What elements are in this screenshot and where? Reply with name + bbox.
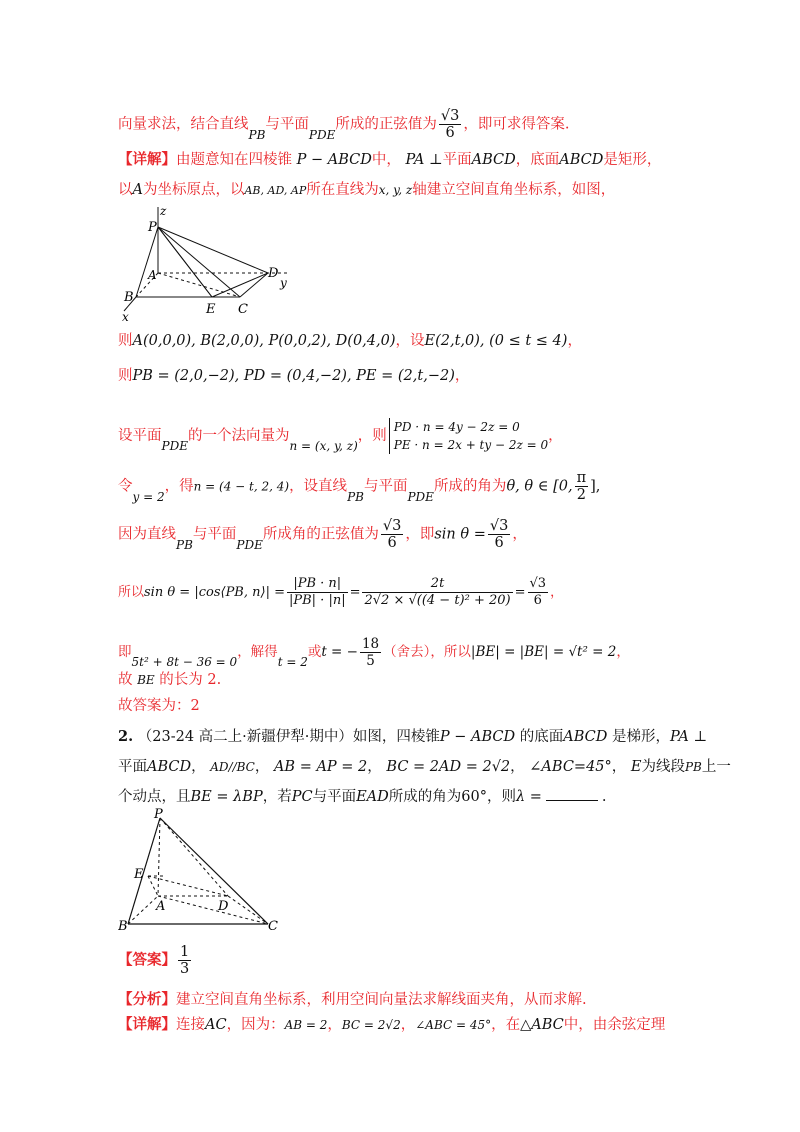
point-label-e: E: [206, 302, 216, 317]
line-5: [118, 366, 469, 386]
denominator: 6: [387, 535, 397, 551]
text: 与平面: [265, 116, 309, 133]
analysis-tag: 【分析】: [118, 991, 176, 1008]
text: ，即: [405, 526, 435, 543]
math: n = (4 − t, 2, 4): [193, 479, 290, 494]
detail-line: [118, 1015, 665, 1035]
text: ，设直线: [289, 478, 348, 495]
math: AB = AP = 2: [273, 759, 368, 775]
text: ],: [590, 478, 601, 495]
math: sin θ = |cos⟨PB, n⟩| =: [144, 585, 285, 600]
math: PB = (2,0,−2), PD = (0,4,−2), PE = (2,t,−2): [132, 368, 455, 384]
detail-tag: 【详解】: [118, 151, 176, 168]
text: 平面: [442, 152, 472, 168]
text: 所成的正弦值为: [335, 116, 437, 133]
math: A: [132, 182, 143, 198]
fraction: [439, 108, 461, 141]
math: PB: [684, 760, 702, 774]
axis-label-y: y: [280, 276, 287, 290]
denominator: 6: [494, 535, 504, 551]
text: 向量求法，结合直线: [118, 116, 249, 133]
math: BC = 2AD = 2√2: [386, 759, 511, 775]
line-4: [118, 331, 582, 351]
fraction: [362, 576, 512, 609]
line-8: [118, 518, 527, 551]
text: 与平面: [192, 526, 237, 543]
text: 中，由余弦定理: [563, 1017, 666, 1033]
question-2-line-3: [118, 787, 607, 807]
math: E: [630, 759, 642, 775]
math: =: [349, 585, 361, 600]
denominator: 3: [180, 961, 190, 977]
text: 为坐标原点，以: [142, 182, 245, 198]
numerator: √3: [489, 518, 509, 534]
text: ，: [367, 759, 382, 775]
text: 因为直线: [118, 526, 176, 543]
math: P − ABCD: [296, 152, 372, 168]
question-2-line-1: [118, 727, 707, 747]
math: BE: [137, 673, 155, 687]
equation-system: [389, 418, 548, 454]
text: ，: [327, 1017, 342, 1033]
question-source: （23-24 高二上·新疆伊犁·期中）: [137, 729, 353, 745]
point-label-e: E: [134, 867, 144, 882]
answer-fraction: [178, 944, 191, 977]
detail-tag: 【详解】: [118, 1016, 176, 1033]
math: ∠ABC = 45°: [415, 1018, 492, 1032]
text: 则: [118, 333, 133, 349]
line-9: [118, 576, 563, 609]
point-label-b: B: [118, 919, 128, 932]
text: 如图，四棱锥: [352, 729, 440, 745]
math: AD//BC: [210, 760, 255, 774]
text: 上一: [701, 759, 731, 775]
analysis-text: 建立空间直角坐标系，利用空间向量法求解线面夹角，从而求解.: [176, 992, 587, 1008]
text: ，: [191, 759, 206, 775]
denominator: 2√2 × √((4 − t)² + 20): [364, 593, 511, 608]
denominator: 5: [366, 653, 375, 669]
pyramid-figure-1: [118, 205, 298, 323]
numerator: π: [576, 470, 587, 486]
point-label-a: A: [148, 268, 157, 282]
text: .: [601, 789, 607, 805]
text: 所成角的正弦值为: [262, 526, 379, 543]
fraction: [488, 518, 510, 551]
numerator: √3: [440, 108, 460, 124]
math: 5t² + 8t − 36 = 0: [131, 655, 238, 669]
text: 是梯形，: [611, 729, 670, 745]
math-pde: PDE: [161, 439, 188, 453]
math: PA ⊥: [669, 729, 708, 745]
text: ，: [616, 644, 630, 660]
fraction: [381, 518, 403, 551]
math: AB, AD, AP: [244, 184, 307, 197]
text: 为线段: [641, 759, 685, 775]
text: 所成的角为: [433, 478, 507, 495]
fraction: [528, 576, 549, 609]
text: 的一个法向量为: [187, 428, 290, 444]
math: sin θ =: [434, 526, 486, 543]
math: ABCD: [471, 152, 516, 168]
numerator: 2t: [362, 576, 512, 593]
text: ，: [512, 526, 527, 543]
text: 是矩形，: [603, 152, 662, 168]
denominator: 6: [445, 125, 455, 141]
math: ABCD: [147, 759, 192, 775]
numerator: |PB · n|: [287, 576, 348, 593]
math: BC = 2√2: [341, 1018, 401, 1032]
math: n = (x, y, z): [289, 439, 358, 453]
text: 所成的角为: [388, 789, 462, 805]
text: 所在直线为: [306, 182, 379, 198]
math: △ABC: [520, 1017, 564, 1033]
question-2-line-2: [118, 757, 731, 777]
pyramid-figure-2: [118, 808, 293, 932]
text: 连接: [176, 1017, 205, 1033]
text: 中，: [371, 152, 401, 168]
answer-tag: 【答案】: [118, 951, 176, 969]
text: 设平面: [118, 428, 162, 444]
text: 与平面: [363, 478, 408, 495]
text: ，: [550, 585, 564, 600]
text: 令: [118, 478, 133, 495]
numerator: √3: [382, 518, 402, 534]
math-pde: PDE: [407, 489, 434, 504]
line-10: [118, 636, 630, 669]
line-1: [118, 108, 569, 141]
text: ，即可求得答案.: [463, 116, 570, 133]
line-7: [118, 470, 600, 503]
point-label-b: B: [124, 290, 134, 305]
text: ，: [611, 759, 627, 775]
denominator: |PB| · |n|: [288, 593, 346, 608]
math: AB = 2: [284, 1018, 328, 1032]
text: ，设: [395, 333, 425, 349]
answer-line: [118, 944, 193, 977]
point-label-p: P: [154, 808, 163, 822]
math: E(2,t,0), (0 ≤ t ≤ 4): [424, 333, 568, 349]
math: y = 2: [132, 489, 165, 504]
math-pde: PDE: [236, 537, 263, 552]
text: ，: [548, 428, 563, 444]
math-pb: PB: [176, 537, 193, 552]
math: t = 2: [277, 655, 308, 669]
line-12: [118, 696, 200, 716]
text: 轴建立空间直角坐标系，如图，: [412, 182, 616, 198]
math: t = −: [321, 644, 358, 660]
numerator: 1: [180, 944, 190, 960]
fraction: [360, 636, 381, 669]
equation: PD · n = 4y − 2z = 0: [393, 420, 520, 434]
text: ，则: [357, 428, 387, 444]
math-pb: PB: [248, 127, 266, 142]
text: ，: [510, 759, 525, 775]
math: |BE| = |BE| = √t² = 2: [470, 644, 617, 660]
math: P − ABCD: [439, 729, 516, 745]
numerator: √3: [529, 576, 547, 591]
analysis-line: [118, 990, 587, 1010]
math: λ =: [515, 789, 542, 805]
math-pb: PB: [347, 489, 364, 504]
text: ，因为：: [226, 1017, 285, 1033]
text: 与平面: [312, 789, 357, 805]
fraction: [575, 470, 589, 503]
text: 以: [118, 182, 133, 198]
math: AC: [205, 1017, 227, 1033]
math: PC: [291, 789, 313, 805]
point-label-c: C: [268, 919, 278, 932]
fraction: [287, 576, 348, 609]
text: 则: [118, 368, 133, 384]
line-2: [118, 150, 661, 170]
denominator: 2: [576, 487, 586, 503]
point-label-d: D: [218, 899, 229, 914]
equation: PE · n = 2x + ty − 2z = 0: [393, 438, 549, 452]
math: θ, θ ∈ [0,: [506, 478, 573, 495]
text: 的长为 2.: [159, 672, 222, 688]
line-3: [118, 180, 615, 201]
math: =: [514, 585, 526, 600]
text: ，则: [486, 789, 516, 805]
text: 个动点，且: [118, 789, 191, 805]
answer-summary: 故答案为：2: [118, 698, 200, 714]
point-label-a: A: [156, 899, 166, 914]
math: BE = λBP: [190, 789, 263, 805]
denominator: 6: [533, 593, 542, 608]
axis-label-z: z: [160, 205, 167, 218]
math: x, y, z: [378, 183, 413, 197]
point-label-p: P: [148, 220, 157, 235]
answer-blank[interactable]: [546, 800, 598, 801]
text: 即: [118, 644, 132, 660]
point-label-d: D: [268, 266, 279, 281]
text: ，若: [262, 789, 292, 805]
text: 或: [307, 644, 322, 660]
text: 故: [118, 672, 133, 688]
text: ，在: [491, 1017, 521, 1033]
question-number: 2.: [118, 728, 134, 745]
text: ，: [567, 333, 582, 349]
math: EAD: [356, 789, 389, 805]
math: ABCD: [559, 152, 604, 168]
point-label-c: C: [238, 302, 248, 317]
axis-label-x: x: [122, 310, 129, 323]
text: ，底面: [515, 152, 560, 168]
math-pde: PDE: [308, 127, 336, 142]
math: ABCD: [563, 729, 608, 745]
text: ，: [454, 368, 470, 384]
line-11: [118, 670, 221, 690]
text: ，: [400, 1017, 416, 1033]
text: ，: [254, 759, 270, 775]
math: A(0,0,0), B(2,0,0), P(0,0,2), D(0,4,0): [132, 333, 396, 349]
text: （舍去），所以: [383, 644, 471, 660]
numerator: 18: [361, 636, 380, 652]
math: ∠ABC=45°: [529, 759, 612, 775]
math: PA ⊥: [405, 152, 443, 168]
text: 的底面: [519, 729, 564, 745]
math: 60°: [461, 789, 487, 805]
text: ，解得: [237, 644, 278, 660]
text: 平面: [118, 759, 147, 775]
line-6: [118, 418, 563, 454]
text: 所以: [118, 585, 145, 600]
text: 由题意知在四棱锥: [176, 152, 292, 168]
text: ，得: [164, 478, 194, 495]
